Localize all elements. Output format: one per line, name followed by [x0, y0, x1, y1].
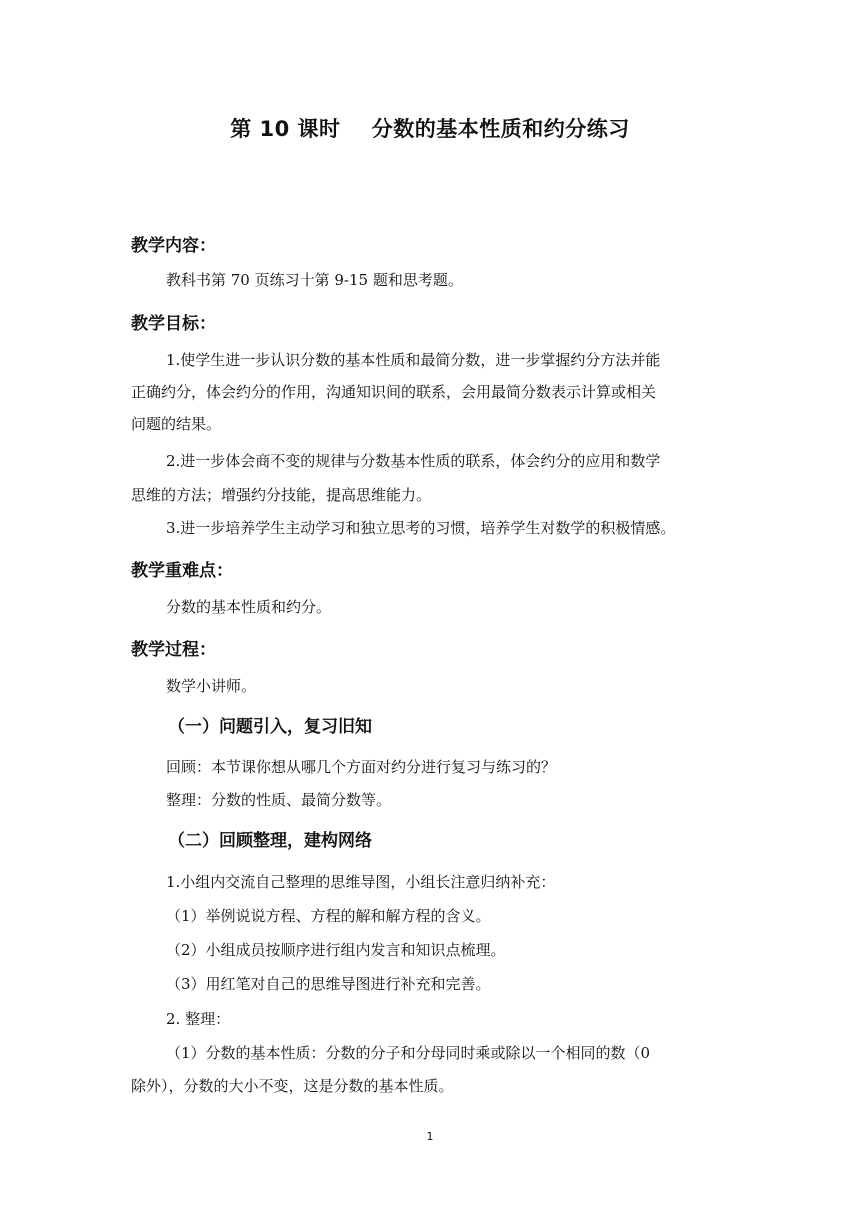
- goal-1-line-1: 1.使学生进一步认识分数的基本性质和最简分数，进一步掌握约分方法并能: [166, 351, 661, 369]
- goal-2-line-1: 2.进一步体会商不变的规律与分数基本性质的联系，体会约分的应用和数学: [166, 452, 661, 470]
- teaching-content-text: 教科书第 70 页练习十第 9-15 题和思考题。: [166, 271, 463, 289]
- part-2-line-2: （1）举例说说方程、方程的解和解方程的含义。: [166, 907, 491, 925]
- part-2-line-6: （1）分数的基本性质：分数的分子和分母同时乘或除以一个相同的数（0: [166, 1044, 651, 1062]
- heading-key-points: 教学重难点：: [131, 561, 233, 581]
- process-intro: 数学小讲师。: [166, 677, 257, 695]
- key-points-text: 分数的基本性质和约分。: [166, 598, 332, 616]
- page-number: 1: [426, 1130, 434, 1143]
- part-2-line-4: （3）用红笔对自己的思维导图进行补充和完善。: [166, 975, 491, 993]
- part-2-line-7: 除外），分数的大小不变，这是分数的基本性质。: [131, 1077, 454, 1095]
- part-1-heading: （一）问题引入，复习旧知: [168, 717, 372, 737]
- goal-1-line-2: 正确约分，体会约分的作用，沟通知识间的联系，会用最简分数表示计算或相关: [131, 383, 657, 401]
- part-2-heading: （二）回顾整理，建构网络: [168, 831, 372, 851]
- heading-teaching-goals: 教学目标：: [131, 314, 216, 334]
- goal-3-line-1: 3.进一步培养学生主动学习和独立思考的习惯，培养学生对数学的积极情感。: [166, 519, 676, 537]
- goal-2-line-2: 思维的方法；增强约分技能，提高思维能力。: [131, 486, 432, 504]
- heading-teaching-process: 教学过程：: [131, 640, 216, 660]
- goal-1-line-3: 问题的结果。: [131, 415, 222, 433]
- part-1-line-1: 回顾：本节课你想从哪几个方面对约分进行复习与练习的？: [166, 758, 557, 776]
- part-2-line-5: 2. 整理：: [166, 1010, 231, 1028]
- part-2-line-3: （2）小组成员按顺序进行组内发言和知识点梳理。: [166, 941, 506, 959]
- heading-teaching-content: 教学内容：: [131, 236, 216, 256]
- part-2-line-1: 1.小组内交流自己整理的思维导图，小组长注意归纳补充：: [166, 873, 556, 891]
- part-1-line-2: 整理：分数的性质、最简分数等。: [166, 791, 392, 809]
- document-title: 第 10 课时 分数的基本性质和约分练习: [230, 117, 630, 141]
